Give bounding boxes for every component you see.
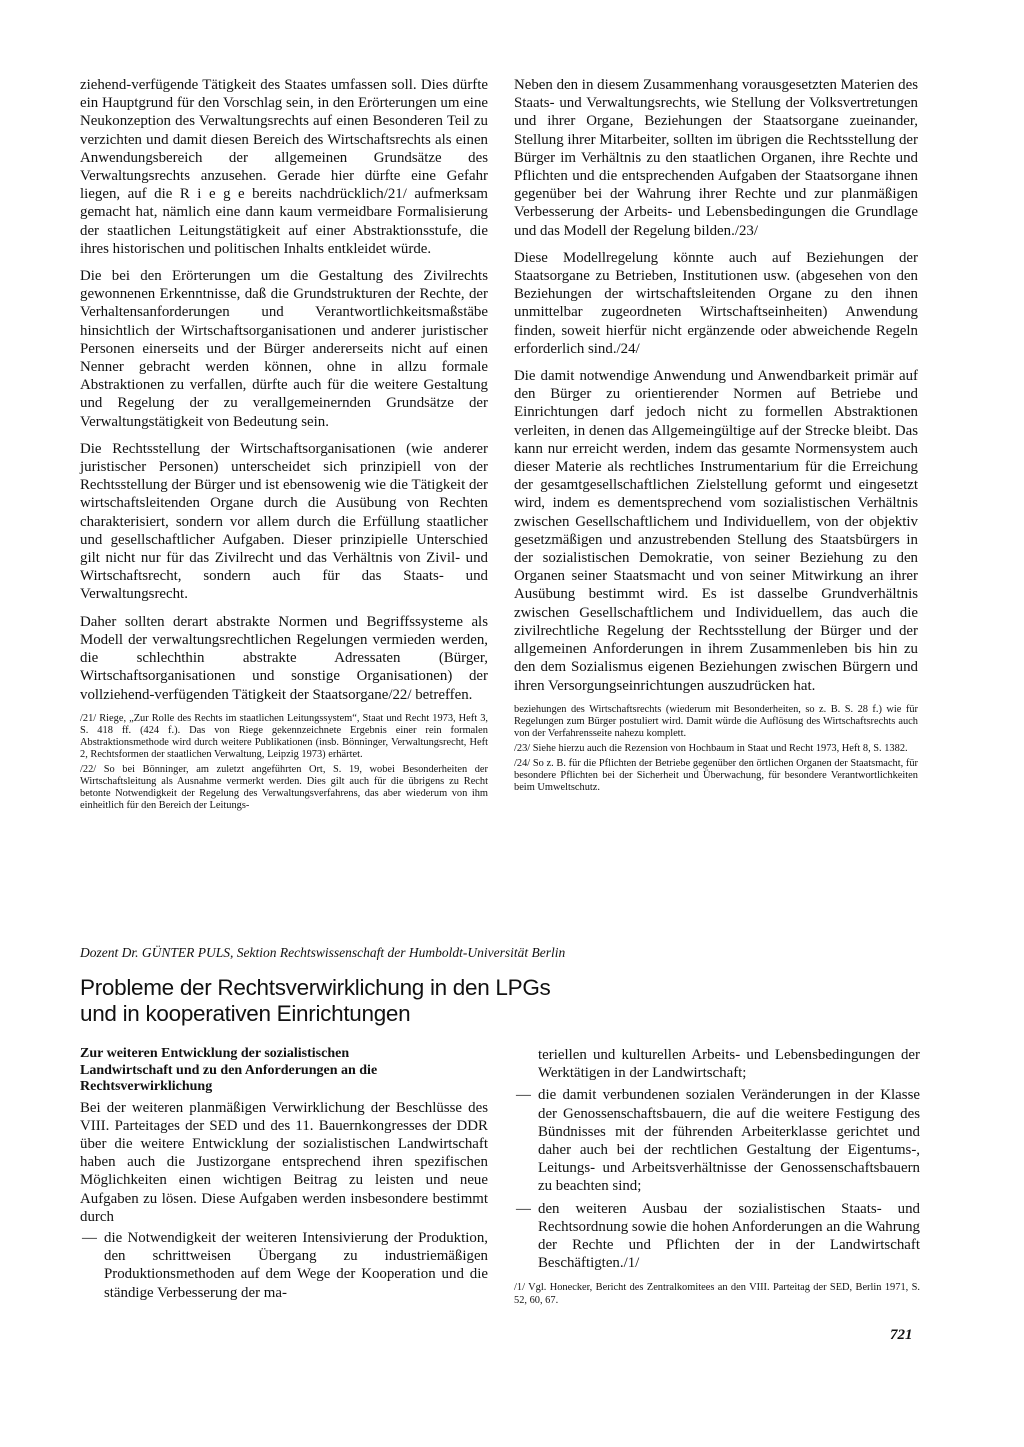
page-number: 721	[890, 1327, 913, 1343]
footnotes	[514, 704, 918, 795]
list-item-continued	[514, 1046, 920, 1082]
footnote-continued: beziehungen des Wirtschaftsrechts (wiederum mit Besonderheiten, so z. B. S. 28 f.) wie für Regelungen zum Bürger postuliert wird. Damit würde die Auflösung des Wirtschaftsrechts auch von der Verfahrensseite nahezu komplett.	[514, 703, 918, 739]
paragraph: Die Rechtsstellung der Wirtschaftsorganisationen (wie anderer juristischer Personen) unterscheidet sich prinzipiell von der Rechtsstellung der Bürger und ist ebensowenig wie die Tätigkeit der wirtschaftsleitenden Organe durch die Ausübung von Rechten charakterisiert, sondern vor allem durch die Erfüllung staatlicher und gesellschaftlicher Aufgaben. Dieser prinzipielle Unterschied gilt nicht nur für das Zivilrecht und das Verhältnis von Zivil- und Wirtschaftsrecht, sondern auch für das Staats- und Verwaltungsrecht.	[80, 440, 488, 603]
title-line-1: Probleme der Rechtsverwirklichung in den LPGs	[80, 975, 551, 1000]
list-item	[514, 1200, 920, 1273]
dash-bullet: —	[82, 1229, 97, 1246]
list-item-text: die damit verbundenen sozialen Veränderungen in der Klasse der Genossenschaftsbauern, die auf die weitere Festigung des Bündnisses mit der führenden Arbeiterklasse gerichtet und daher auch bei der rechtlichen Gestaltung der Eigentums-, Leitungs- und Arbeitsverhältnisse der Genossenschaftsbauern zu beachten sind;	[538, 1087, 920, 1195]
footnote-1: /1/ Vgl. Honecker, Bericht des Zentralkomitees an den VIII. Parteitag der SED, Berlin 1971, S. 52, 60, 67.	[514, 1282, 920, 1306]
right-column-bottom	[514, 1046, 920, 1310]
paragraph: Daher sollten derart abstrakte Normen und Begriffssysteme als Modell der verwaltungsrechtlichen Regelungen vermieden werden, die schlechthin abstrakte Adressaten (Bürger, Wirtschaftsorganisationen und sonstige Organisationen) der vollziehend-verfügenden Tätigkeit der Staatsorgane/22/ betreffen.	[80, 613, 488, 703]
footnotes	[80, 713, 488, 813]
title-line-2: und in kooperativen Einrichtungen	[80, 1001, 411, 1026]
paragraph: Die damit notwendige Anwendung und Anwendbarkeit primär auf den Bürger zu orientierender Normen auf Betriebe und Einrichtungen darf jedoch nicht zu formellen Abstraktionen verleiten, in denen das Allgemeingültige auf der Strecke bleibt. Das kann nur erreicht werden, indem das gesamte Normensystem auch dieser Materie als rechtliches Instrumentarium für die Erreichung der gesamtgesellschaftlichen Zielstellung geformt und eingesetzt wird, indem es dementsprechend vom sozialistischen Verhältnis zwischen Gesellschaftlichem und Individuellem, von der objektiv gesetzmäßigen und anzustrebenden Stellung des Staatsbürgers in der sozialistischen Demokratie, von seiner Beziehung zu den Organen seiner Staatsmacht und von seiner Mitwirkung an ihrer Ausübung bestimmt wird. Es ist dasselbe Grundverhältnis zwischen Gesellschaftlichem und Individuellem, das auch die zivilrechtliche Regelung der Rechtsstellung der Bürger und der allgemeinen Anforderungen in ihrem Zusammenleben bis hin zu den dem Sozialismus eigenen Beziehungen zwischen Bürgern und ihren Versorgungseinrichtungen auszudrücken hat.	[514, 368, 918, 694]
footnote-24: /24/ So z. B. für die Pflichten der Betriebe gegenüber den örtlichen Organen der Staatsmacht, für besondere Pflichten bei der Sicherheit und Überwachung, für besondere Verantwortlichkeiten beim Umweltschutz.	[514, 758, 918, 794]
list-item	[514, 1086, 920, 1195]
dash-bullet: —	[516, 1087, 531, 1104]
list-item-text: teriellen und kulturellen Arbeits- und Lebensbedingungen der Werktätigen in der Landwirtschaft;	[538, 1047, 920, 1082]
left-column-top	[80, 76, 488, 815]
footnote-22: /22/ So bei Bönninger, am zuletzt angeführten Ort, S. 19, wobei Besonderheiten der Wirtschaftsleitung als Ausnahme vermerkt werden. Dies gilt auch für die übrigens zu Recht betonte Notwendigkeit der Regelung des Verwaltungsverfahrens, das aber wiederum von ihm einheitlich für den Bereich der Leitungs-	[80, 764, 488, 812]
footnote-23: /23/ Siehe hierzu auch die Rezension von Hochbaum in Staat und Recht 1973, Heft 8, S. 1382.	[514, 742, 908, 754]
list-item-text: den weiteren Ausbau der sozialistischen Staats- und Rechtsordnung sowie die hohen Anforderungen an die Wahrung der Rechte und Pflichten der in der Landwirtschaft Beschäftigten./1/	[538, 1200, 920, 1272]
author-byline: Dozent Dr. GÜNTER PULS, Sektion Rechtswissenschaft der Humboldt-Universität Berlin	[80, 945, 566, 960]
paragraph: Die bei den Erörterungen um die Gestaltung des Zivilrechts gewonnenen Erkenntnisse, daß die Grundstrukturen der Rechte, der Verhaltensanforderungen und Verantwortlichkeitsmaßstäbe hinsichtlich der Wirtschaftsorganisationen und anderer juristischer Personen einerseits und der Bürger andererseits nicht auf einen Nenner gebracht werden können, ohne in allzu formale Abstraktionen zu verfallen, dürfte auch für die weitere Gestaltung und Regelung der zu verallgemeinernden Grundsätze der Verwaltungstätigkeit von Bedeutung sein.	[80, 268, 488, 430]
list-item-text: die Notwendigkeit der weiteren Intensivierung der Produktion, den schrittweisen Übergang zu industriemäßigen Produktionsmethoden auf dem Wege der Kooperation und die ständige Verbesserung der ma-	[104, 1229, 488, 1301]
article-title	[80, 975, 840, 1027]
paragraph: Diese Modellregelung könnte auch auf Beziehungen der Staatsorgane zu Betrieben, Institutionen usw. (abgesehen von den Beziehungen der wirtschaftsleitenden Organe zu den ihnen unmittelbar zugeordneten Wirtschaftseinheiten) Anwendung finden, soweit hierfür nicht ergänzende oder abweichende Regeln erforderlich sind./24/	[514, 249, 918, 357]
paragraph: Neben den in diesem Zusammenhang vorausgesetzten Materien des Staats- und Verwaltungsrechts, wie Stellung der Volksvertretungen und ihrer Organe, Beziehungen der Staatsorgane zueinander, Stellung ihrer Mitarbeiter, sollten im übrigen die Rechtsstellung der Bürger im Verhältnis zu den staatlichen Organen, ihre Rechte und Pflichten und die entsprechenden Aufgaben der Staatsorgane ihnen gegenüber bei der Wahrung ihrer Rechte und zur planmäßigen Verbesserung der Arbeits- und Lebensbedingungen die Grundlage und das Modell der Regelung bilden./23/	[514, 77, 918, 239]
section-subheading: Zur weiteren Entwicklung der sozialistischen Landwirtschaft und zu den Anforderungen an die Rechtsverwirklichung	[80, 1046, 378, 1094]
right-column-top	[514, 76, 918, 797]
dash-bullet: —	[516, 1200, 531, 1217]
left-column-bottom	[80, 1046, 488, 1306]
footnote-21: /21/ Riege, „Zur Rolle des Rechts im staatlichen Leitungssystem“, Staat und Recht 1973, Heft 3, S. 418 ff. (424 f.). Das von Riege gekennzeichnete Ergebnis einer rein formalen Abstraktionsmethode wird durch weitere Publikationen (insb. Bönninger, Verwaltungsrecht, Heft 2, Rechtsformen der staatlichen Verwaltung, Leipzig 1973) erhärtet.	[80, 712, 488, 760]
list-item	[80, 1229, 488, 1302]
intro-paragraph: Bei der weiteren planmäßigen Verwirklichung der Beschlüsse des VIII. Parteitages der SED und des 11. Bauernkongresses der DDR über die weitere Entwicklung der sozialistischen Landwirtschaft haben auch die Justizorgane entsprechend ihren spezifischen Möglichkeiten einen wichtigen Beitrag zu leisten und neue Aufgaben zu lösen. Diese Aufgaben werden insbesondere bestimmt durch	[80, 1099, 488, 1225]
paragraph: ziehend-verfügende Tätigkeit des Staates umfassen soll. Dies dürfte ein Hauptgrund für den Vorschlag sein, in den Erörterungen um eine Neukonzeption des Verwaltungsrechts auf einen Besonderen Teil zu verzichten und damit diesen Bereich des Wirtschaftsrechts als einen Anwendungsbereich der allgemeinen Grundsätze des Verwaltungsrechts anzusehen. Gerade hier dürfte eine Gefahr liegen, auf die R i e g e bereits nachdrücklich/21/ aufmerksam gemacht hat, nämlich eine dann kaum vermeidbare Formalisierung der staatlichen Leitungstätigkeit auf einer Abstraktionsstufe, die ihres historischen und politischen Inhalts entkleidet würde.	[80, 77, 488, 257]
